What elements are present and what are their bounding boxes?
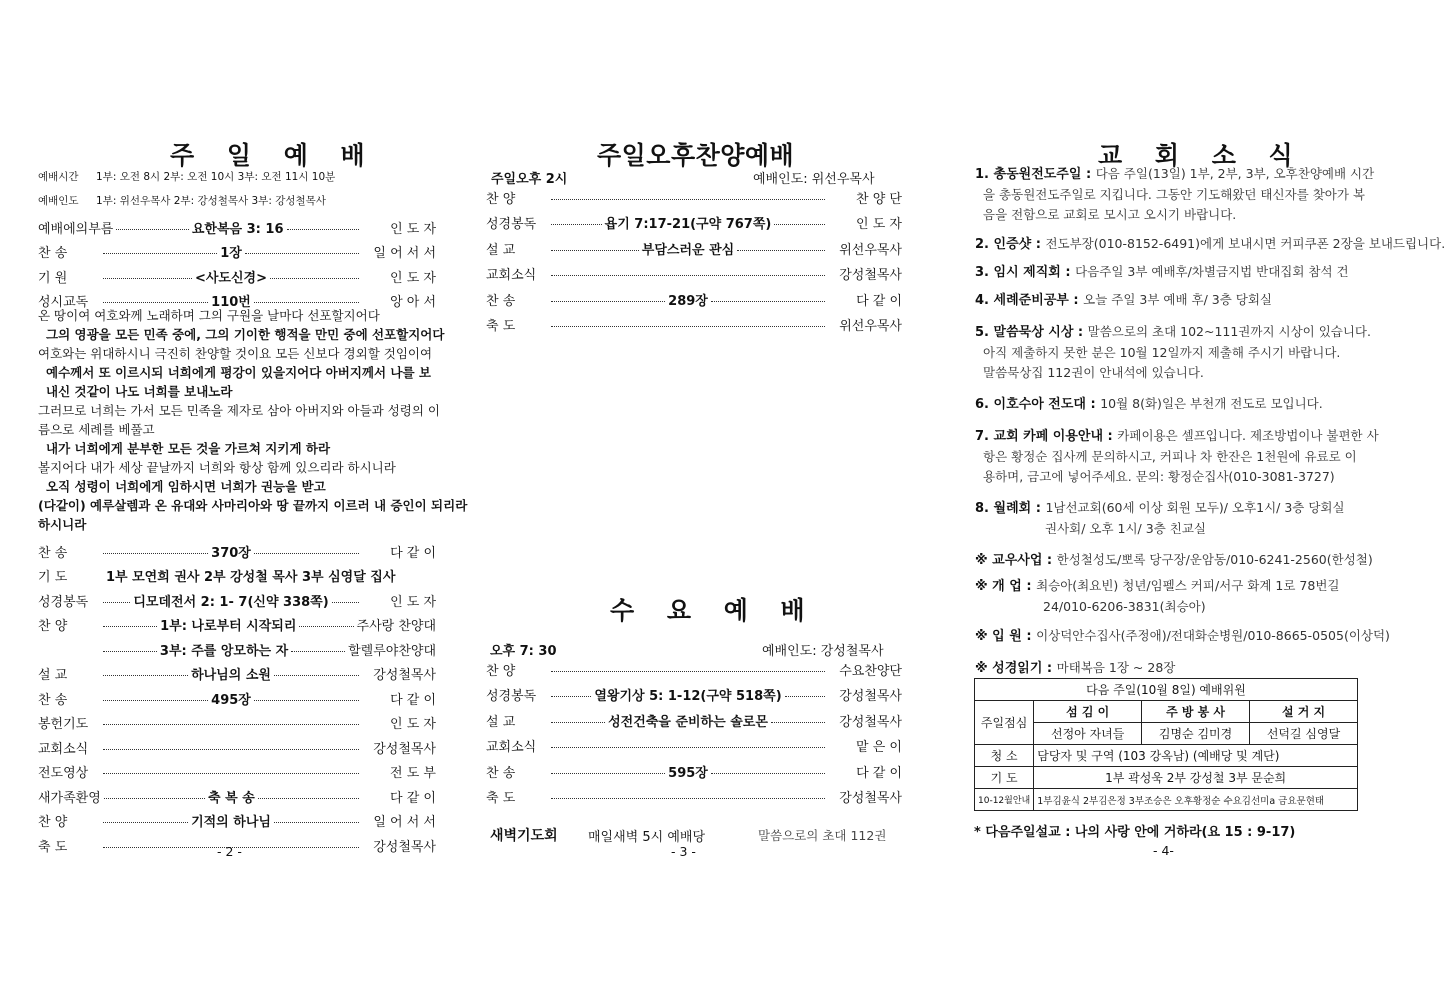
news-number: 3.	[975, 265, 994, 280]
p3-wednesday-leader: 다 같 이	[856, 765, 903, 781]
p2-order-label: 예배에의부름	[38, 221, 114, 237]
p3-afternoon-label: 축 도	[486, 319, 516, 334]
p2-order-row	[38, 714, 436, 732]
news-text: 권사회/ 오후 1시/ 3층 친교실	[1045, 521, 1206, 536]
afternoon-leader: 예배인도: 위선우목사	[753, 172, 875, 187]
news-first-line	[975, 290, 1375, 311]
dawn-prayer-note: 말씀으로의 초대 112권	[758, 828, 887, 843]
leader-dots	[274, 822, 359, 823]
p3-wednesday-label: 찬 양	[486, 663, 516, 679]
afternoon-time: 주일오후 2시	[491, 172, 568, 187]
news-text: 용하며, 금고에 넣어주세요. 문의: 황정순집사(010-3081-3727)	[983, 469, 1335, 484]
news-heading: 총동원전도주일 :	[993, 167, 1096, 182]
news-first-line	[975, 262, 1375, 283]
leader-dots	[103, 822, 188, 823]
leader-dots	[103, 773, 359, 774]
news-heading: 인증샷 :	[993, 237, 1046, 252]
leader-dots	[551, 250, 639, 251]
news-text: 10월 8(화)일은 부천개 전도로 모입니다.	[1100, 396, 1323, 411]
notice-item	[975, 626, 1390, 647]
p2-order-label: 축 도	[38, 839, 68, 855]
notice-item	[975, 576, 1375, 617]
p2-order-content: 495장	[211, 692, 251, 708]
p2-order-label: 성경봉독	[38, 594, 89, 610]
p2-order-label: 설 교	[38, 668, 68, 683]
leader-dots	[551, 199, 825, 200]
p2-order-content: 하나님의 소원	[191, 668, 271, 683]
p2-order-leader: 전 도 부	[390, 766, 436, 781]
leader-dots	[258, 798, 359, 799]
p3-wednesday-content: 열왕기상 5: 1-12(구약 518쪽)	[594, 689, 782, 704]
p2-order-leader: 인 도 자	[390, 594, 437, 610]
news-first-line	[975, 394, 1375, 415]
leader-dots	[551, 275, 825, 276]
p2-order-content: 110번	[211, 295, 251, 310]
leader-dots	[551, 798, 825, 799]
p2-order-leader: 할렐루야찬양대	[348, 643, 437, 659]
p3-afternoon-row	[486, 290, 902, 308]
duty-table-header: 다음 주일(10월 8일) 예배위원	[975, 679, 1358, 701]
wednesday-leader: 예배인도: 강성철목사	[762, 644, 884, 659]
p2-order-label: 봉헌기도	[38, 717, 89, 732]
p2-order-label: 새가족환영	[38, 790, 101, 806]
p2-order-row	[38, 812, 436, 830]
p3-afternoon-leader: 위선우목사	[839, 242, 902, 258]
p2-order-row	[38, 567, 436, 585]
news-text: 말씀묵상집 112권이 안내석에 있습니다.	[983, 365, 1204, 380]
news-text: 다음주일 3부 예배후/차별금지법 반대집회 참석 건	[1075, 264, 1349, 279]
p2-order-row	[38, 591, 436, 609]
p2-order-leader: 인 도 자	[390, 221, 437, 237]
leader-dots	[245, 253, 359, 254]
p2-order-row	[38, 218, 436, 236]
litany-line: 볼지어다 내가 세상 끝날까지 너희와 항상 함께 있으리라 하시니라	[38, 460, 396, 475]
p3-afternoon-row	[486, 214, 902, 232]
news-item	[975, 498, 1375, 539]
p2-order-label: 찬 양	[38, 619, 68, 634]
news-heading: 세례준비공부 :	[993, 293, 1084, 308]
leader-dots	[270, 278, 359, 279]
news-number: 5.	[975, 325, 994, 340]
news-number: 2.	[975, 237, 994, 252]
news-first-line	[975, 322, 1375, 343]
next-sermon: * 다음주일설교 : 나의 사랑 안에 거하라(요 15 : 9-17)	[974, 825, 1296, 840]
leader-dots	[551, 224, 602, 225]
p2-order-content: 1장	[220, 246, 242, 261]
p2-order-leader: 인 도 자	[390, 270, 436, 286]
p3-wednesday-label: 설 교	[486, 714, 516, 730]
p3-afternoon-row	[486, 188, 902, 206]
p3-afternoon-leader: 위선우목사	[839, 319, 902, 334]
news-first-line	[975, 426, 1379, 447]
p2-order-label: 찬 양	[38, 815, 68, 830]
p3-wednesday-leader: 맡 은 이	[856, 740, 902, 755]
p3-wednesday-content: 성전건축을 준비하는 솔로몬	[608, 714, 768, 730]
litany-line: 그러므로 너희는 가서 모든 민족을 제자로 삼아 아버지와 아들과 성령의 이	[38, 403, 440, 418]
p3-afternoon-leader: 다 같 이	[856, 293, 903, 309]
notice-text: 이상덕안수집사(주정애)/전대화순병원/010-8665-0505(이상덕)	[1036, 628, 1390, 643]
page-number-2: - 2 -	[217, 844, 242, 859]
p2-order-leader: 일 어 서 서	[373, 246, 437, 261]
leader-dots	[551, 722, 605, 723]
duty-col-3: 설 거 지	[1250, 701, 1358, 723]
p3-wednesday-row	[486, 660, 902, 678]
leader-dots	[103, 749, 359, 750]
leader-dots	[711, 773, 825, 774]
leader-dots	[254, 700, 359, 701]
leader-dots	[737, 250, 825, 251]
leader-dots	[711, 301, 825, 302]
notice-first-line	[975, 550, 1375, 571]
news-item	[975, 322, 1375, 383]
p3-afternoon-label: 찬 양	[486, 191, 516, 207]
news-text: 음을 전함으로 교회로 모시고 오시기 바랍니다.	[983, 207, 1237, 222]
leader-dots	[299, 626, 353, 627]
news-heading: 월례회 :	[993, 501, 1046, 516]
news-item	[975, 164, 1375, 225]
notice-first-line	[975, 658, 1375, 679]
service-times: 1부: 오전 8시 2부: 오전 10시 3부: 오전 11시 10분	[96, 171, 336, 183]
leader-dots	[103, 651, 157, 652]
page-number-4: - 4-	[1153, 843, 1174, 858]
p3-afternoon-leader: 강성철목사	[839, 268, 902, 283]
news-item	[975, 290, 1375, 311]
leader-dots	[551, 301, 665, 302]
news-number: 6.	[975, 397, 994, 412]
leader-dots	[551, 747, 825, 748]
p2-order-row	[38, 542, 436, 560]
p3-afternoon-row	[486, 265, 902, 283]
leader-dots	[103, 700, 208, 701]
news-item	[975, 262, 1375, 283]
p3-afternoon-label: 성경봉독	[486, 217, 537, 232]
service-leaders: 1부: 위선우목사 2부: 강성철목사 3부: 강성철목사	[96, 195, 326, 207]
p2-order-leader: 강성철목사	[373, 741, 436, 757]
leader-dots	[774, 224, 825, 225]
duty-lunch-label: 주일점심	[975, 701, 1034, 745]
p2-order-leader: 인 도 자	[390, 717, 436, 732]
p2-order-leader: 다 같 이	[390, 692, 437, 708]
leader-dots	[551, 773, 665, 774]
p3-wednesday-row	[486, 711, 902, 729]
news-text: 다음 주일(13일) 1부, 2부, 3부, 오후찬양예배 시간	[1095, 166, 1375, 181]
p2-order-leader: 주사랑 찬양대	[356, 619, 436, 634]
litany-line: 예수께서 또 이르시되 너희에게 평강이 있을지어다 아버지께서 나를 보	[46, 365, 431, 380]
litany-line: 하시니라	[38, 517, 87, 532]
leader-dots	[103, 626, 157, 627]
p2-order-leader: 일 어 서 서	[373, 815, 436, 830]
leader-dots	[771, 722, 825, 723]
p2-order-leader: 다 같 이	[390, 790, 436, 806]
leader-dots	[103, 724, 359, 725]
duty-cleaning-label: 청 소	[975, 745, 1034, 767]
leader-dots	[551, 326, 825, 327]
litany-line: 오직 성령이 너희에게 임하시면 너희가 권능을 받고	[46, 479, 326, 494]
p2-order-content: 디모데전서 2: 1- 7(신약 338쪽)	[133, 594, 329, 610]
dawn-prayer-time: 매일새벽 5시 예배당	[588, 830, 705, 845]
duty-val-1: 선정아 자녀들	[1034, 723, 1142, 745]
news-heading: 말씀묵상 시상 :	[993, 325, 1088, 340]
litany-line: 그의 영광을 모든 민족 중에, 그의 기이한 행적을 만민 중에 선포할지어다	[46, 327, 445, 342]
notice-heading: ※ 성경읽기 :	[975, 661, 1057, 676]
duty-col-2: 주 방 봉 사	[1142, 701, 1250, 723]
service-time-label: 예배시간	[38, 171, 79, 183]
p3-wednesday-leader: 수요찬양단	[839, 663, 902, 679]
p2-order-content: 요한복음 3: 16	[191, 221, 284, 237]
leader-dots	[103, 278, 192, 279]
p3-afternoon-leader: 인 도 자	[856, 217, 902, 232]
leader-dots	[103, 675, 188, 676]
news-first-line	[975, 234, 1445, 255]
page-number-3: - 3 -	[671, 844, 696, 859]
p3-wednesday-content: 595장	[668, 765, 708, 781]
leader-dots	[551, 671, 825, 672]
p3-wednesday-leader: 강성철목사	[839, 714, 902, 730]
notice-heading: ※ 교우사업 :	[975, 553, 1057, 568]
duty-prayer-value: 1부 곽성욱 2부 강성철 3부 문순희	[1034, 767, 1358, 789]
p2-order-content: 3부: 주를 앙모하는 자	[159, 643, 289, 659]
leader-dots	[103, 302, 208, 303]
litany-line: 온 땅이여 여호와께 노래하며 그의 구원을 날마다 선포할지어다	[38, 308, 380, 323]
p2-order-content: 축 복 송	[208, 790, 255, 806]
news-heading: 교회 카페 이용안내 :	[993, 429, 1118, 444]
notice-text: 마태복음 1장 ~ 28장	[1056, 660, 1176, 675]
p2-order-label: 전도영상	[38, 766, 89, 781]
p3-afternoon-content: 부담스러운 관심	[641, 242, 735, 258]
p2-order-leader: 강성철목사	[373, 668, 436, 683]
p2-order-content: 1부 모연희 권사 2부 강성철 목사 3부 심영달 집사	[106, 570, 396, 585]
p2-order-row	[38, 689, 436, 707]
duty-cleaning-value: 담당자 및 구역 (103 강옥남) (예배당 및 계단)	[1034, 745, 1358, 767]
news-text: 1남선교회(60세 이상 회원 모두)/ 오후1시/ 3층 당회실	[1045, 500, 1345, 515]
duty-quarter-label: 10-12월안내	[975, 789, 1034, 811]
p2-order-content: 370장	[211, 545, 251, 561]
service-leader-label: 예배인도	[38, 195, 79, 207]
duty-col-1: 섬 김 이	[1034, 701, 1142, 723]
p3-wednesday-leader: 강성철목사	[839, 791, 902, 806]
notice-heading: ※ 입 원 :	[975, 629, 1037, 644]
news-item	[975, 234, 1445, 255]
notice-first-line	[975, 576, 1375, 597]
p2-order-label: 기 도	[38, 570, 68, 585]
news-text: 카페이용은 셀프입니다. 제조방법이나 불편한 사	[1117, 428, 1379, 443]
news-first-line	[975, 498, 1375, 519]
news-text: 아직 제출하지 못한 분은 10월 12일까지 제출해 주시기 바랍니다.	[983, 345, 1341, 360]
leader-dots	[551, 696, 591, 697]
leader-dots	[103, 602, 130, 603]
p2-order-row	[38, 243, 436, 261]
duty-prayer-label: 기 도	[975, 767, 1034, 789]
leader-dots	[254, 302, 359, 303]
news-number: 1.	[975, 167, 994, 182]
leader-dots	[116, 229, 189, 230]
wednesday-service-title: 수 요 예 배	[610, 596, 817, 625]
p2-order-content: 기적의 하나님	[191, 815, 271, 830]
notice-item	[975, 550, 1375, 571]
news-text: 말씀으로의 초대 102~111권까지 시상이 있습니다.	[1087, 324, 1371, 339]
p2-order-leader: 다 같 이	[390, 545, 437, 561]
duty-val-2: 김명순 김미경	[1142, 723, 1250, 745]
notice-text: 한성철성도/뽀록 당구장/운암동/010-6241-2560(한성철)	[1056, 552, 1373, 567]
p3-afternoon-leader: 찬 양 단	[856, 191, 902, 207]
leader-dots	[254, 553, 359, 554]
leader-dots	[332, 602, 359, 603]
p3-wednesday-row	[486, 762, 902, 780]
p3-afternoon-row	[486, 239, 902, 257]
news-item	[975, 394, 1375, 415]
church-news-title: 교 회 소 식	[1098, 141, 1305, 170]
news-number: 8.	[975, 501, 994, 516]
news-text: 을 총동원전도주일로 지킵니다. 그동안 기도해왔던 태신자를 찾아가 복	[983, 187, 1365, 202]
leader-dots	[104, 798, 205, 799]
p2-order-row	[38, 640, 436, 658]
p3-wednesday-row	[486, 788, 902, 806]
news-item	[975, 426, 1379, 487]
notice-text: 24/010-6206-3831(최승아)	[1043, 599, 1206, 614]
p3-afternoon-label: 교회소식	[486, 268, 537, 283]
notice-heading: ※ 개 업 :	[975, 579, 1037, 594]
p2-order-content: 1부: 나로부터 시작되리	[160, 619, 297, 634]
p2-order-row	[38, 267, 436, 285]
wednesday-time: 오후 7: 30	[490, 644, 557, 659]
leader-dots	[291, 651, 345, 652]
duty-roster-table	[974, 678, 1358, 811]
news-heading: 이호수아 전도대 :	[993, 397, 1101, 412]
litany-line: 여호와는 위대하시니 극진히 찬양할 것이요 모든 신보다 경외할 것임이여	[38, 346, 433, 361]
p2-order-label: 성시교독	[38, 295, 89, 310]
news-text: 전도부장(010-8152-6491)에게 보내시면 커피쿠폰 2장을 보내드립니다.	[1045, 236, 1445, 251]
p2-order-row	[38, 738, 436, 756]
p2-order-row	[38, 787, 436, 805]
news-text: 오늘 주일 3부 예배 후/ 3층 당회실	[1083, 292, 1272, 307]
leader-dots	[103, 253, 217, 254]
p2-order-label: 찬 송	[38, 692, 68, 708]
duty-val-3: 선덕길 심영달	[1250, 723, 1358, 745]
news-heading: 임시 제직회 :	[993, 265, 1076, 280]
p3-afternoon-content: 욥기 7:17-21(구약 767쪽)	[604, 217, 772, 232]
p3-wednesday-row	[486, 737, 902, 755]
leader-dots	[274, 675, 359, 676]
notice-item	[975, 658, 1375, 679]
leader-dots	[785, 696, 825, 697]
page2-title: 주 일 예 배	[170, 141, 377, 170]
notice-first-line	[975, 626, 1390, 647]
notice-text: 최승아(최요빈) 청년/임펠스 커피/서구 화계 1로 78번길	[1036, 578, 1340, 593]
p3-wednesday-label: 교회소식	[486, 740, 537, 755]
leader-dots	[287, 229, 360, 230]
news-first-line	[975, 164, 1375, 185]
p2-order-label: 교회소식	[38, 741, 89, 757]
news-number: 7.	[975, 429, 994, 444]
leader-dots	[103, 553, 208, 554]
p3-wednesday-row	[486, 686, 902, 704]
p3-wednesday-label: 축 도	[486, 791, 516, 806]
litany-line: (다같이) 예루살렘과 온 유대와 사마리아와 땅 끝까지 이르러 내 증인이 되리라	[38, 498, 468, 513]
litany-line: 름으로 세례를 베풀고	[38, 422, 155, 437]
p3-wednesday-label: 성경봉독	[486, 689, 537, 704]
p2-order-leader: 강성철목사	[373, 839, 436, 855]
litany-line: 내가 너희에게 분부한 모든 것을 가르쳐 지키게 하라	[46, 441, 331, 456]
p3-wednesday-label: 찬 송	[486, 765, 516, 781]
p3-wednesday-leader: 강성철목사	[839, 689, 902, 704]
p2-order-row	[38, 616, 436, 634]
p3-afternoon-content: 289장	[668, 293, 708, 309]
p3-afternoon-row	[486, 316, 902, 334]
p2-order-content: <사도신경>	[194, 270, 268, 286]
p2-order-leader: 앙 아 서	[390, 295, 437, 310]
p3-afternoon-label: 설 교	[486, 242, 516, 258]
litany-line: 내신 것같이 나도 너희를 보내노라	[46, 384, 233, 399]
p2-order-label: 찬 송	[38, 545, 68, 561]
p3-afternoon-label: 찬 송	[486, 293, 516, 309]
news-number: 4.	[975, 293, 994, 308]
p2-order-label: 찬 송	[38, 246, 68, 261]
duty-quarter-value: 1부김윤식 2부김은정 3부조승은 오후황정순 수요김선미a 금요문현태	[1034, 789, 1358, 811]
p2-order-label: 기 원	[38, 270, 68, 286]
afternoon-service-title: 주일오후찬양예배	[597, 141, 795, 170]
news-text: 항은 황정순 집사께 문의하시고, 커피나 차 한잔은 1천원에 유료로 이	[983, 449, 1357, 464]
p2-order-row	[38, 763, 436, 781]
dawn-prayer-label: 새벽기도회	[490, 828, 558, 844]
p2-order-row	[38, 665, 436, 683]
